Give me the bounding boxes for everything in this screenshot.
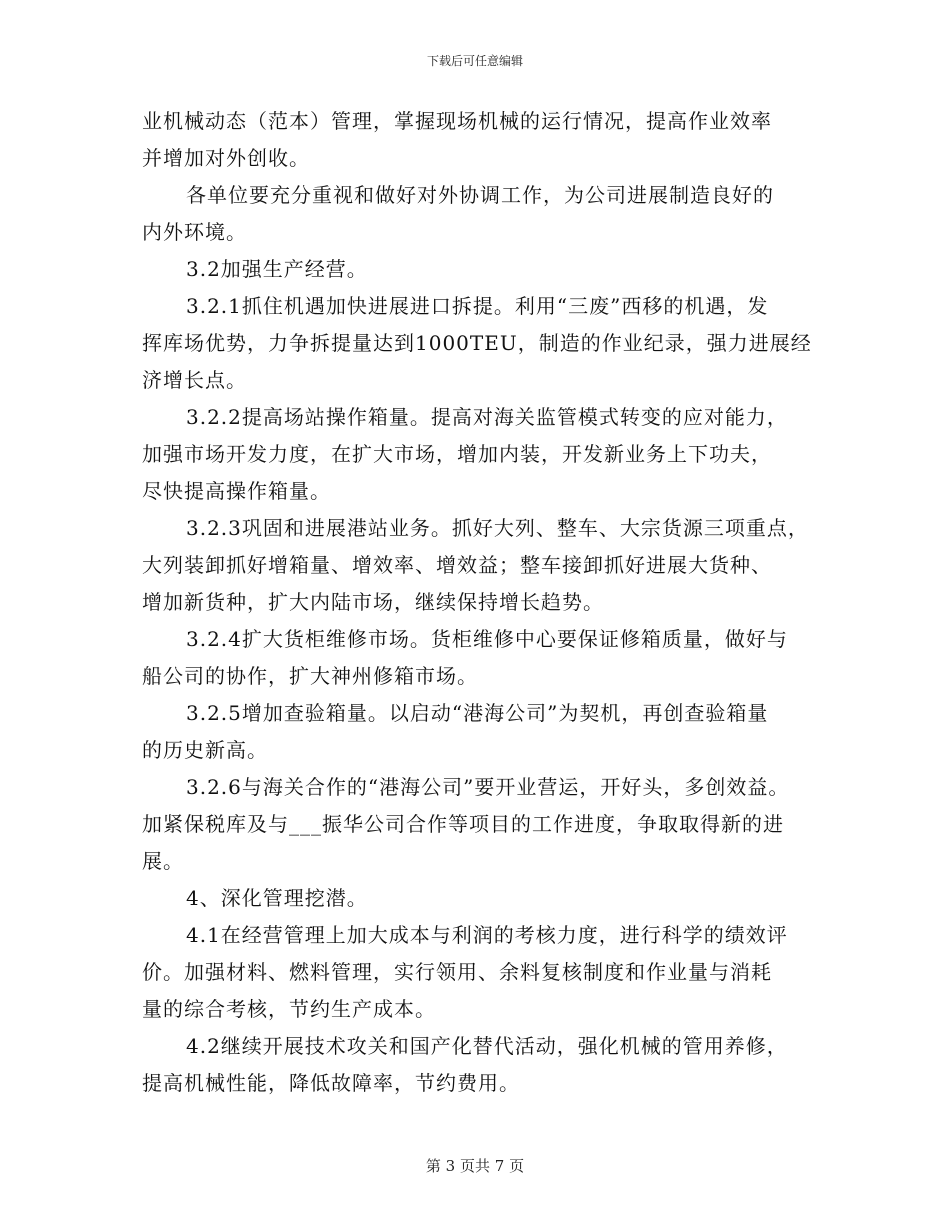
text-line: 3.2.5增加查验箱量。以启动“港海公司”为契机，再创查验箱量 [186,701,769,725]
text-line: 3.2.6与海关合作的“港海公司”要开业营运，开好头，多创效益。 [186,775,790,799]
text-line: 尽快提高操作箱量。 [142,479,331,503]
text-line: 4、深化管理挖潜。 [186,886,368,910]
text-line: 的历史新高。 [142,738,268,762]
page-footer: 第 3 页共 7 页 [425,1157,525,1175]
text-line: 提高机械性能，降低故障率，节约费用。 [142,1071,520,1095]
document-body [142,103,832,1102]
text-line: 各单位要充分重视和做好对外协调工作，为公司进展制造良好的 [186,183,774,207]
text-line: 价。加强材料、燃料管理，实行领用、余料复核制度和作业量与消耗 [142,960,772,984]
page-header: 下载后可任意编辑 [426,54,523,68]
text-line: 4.1在经营管理上加大成本与利润的考核力度，进行科学的绩效评 [186,923,788,947]
text-line: 加紧保税库及与___振华公司合作等项目的工作进度，争取取得新的进 [142,812,784,836]
text-line: 4.2继续开展技术攻关和国产化替代活动，强化机械的管用养修， [186,1034,788,1058]
text-line: 3.2.1抓住机遇加快进展进口拆提。利用“三废”西移的机遇，发 [186,294,769,318]
text-line: 增加新货种，扩大内陆市场，继续保持增长趋势。 [142,590,604,614]
text-line: 内外环境。 [142,220,247,244]
text-line: 3.2.2提高场站操作箱量。提高对海关监管模式转变的应对能力， [186,405,788,429]
text-line: 量的综合考核，节约生产成本。 [142,997,436,1021]
text-line: 济增长点。 [142,368,247,392]
text-line: 3.2.3巩固和进展港站业务。抓好大列、整车、大宗货源三项重点， [186,516,809,540]
text-line: 挥库场优势，力争拆提量达到1000TEU，制造的作业纪录，强力进展经 [142,331,812,355]
text-line: 展。 [142,849,184,873]
text-line: 加强市场开发力度，在扩大市场，增加内装，开发新业务上下功夫， [142,442,772,466]
text-line: 业机械动态（范本）管理，掌握现场机械的运行情况，提高作业效率 [142,109,772,133]
text-line: 3.2加强生产经营。 [186,257,368,281]
text-line: 大列装卸抓好增箱量、增效率、增效益；整车接卸抓好进展大货种、 [142,553,772,577]
text-line: 并增加对外创收。 [142,146,310,170]
text-line: 3.2.4扩大货柜维修市场。货柜维修中心要保证修箱质量，做好与 [186,627,788,651]
text-line: 船公司的协作，扩大神州修箱市场。 [142,664,478,688]
